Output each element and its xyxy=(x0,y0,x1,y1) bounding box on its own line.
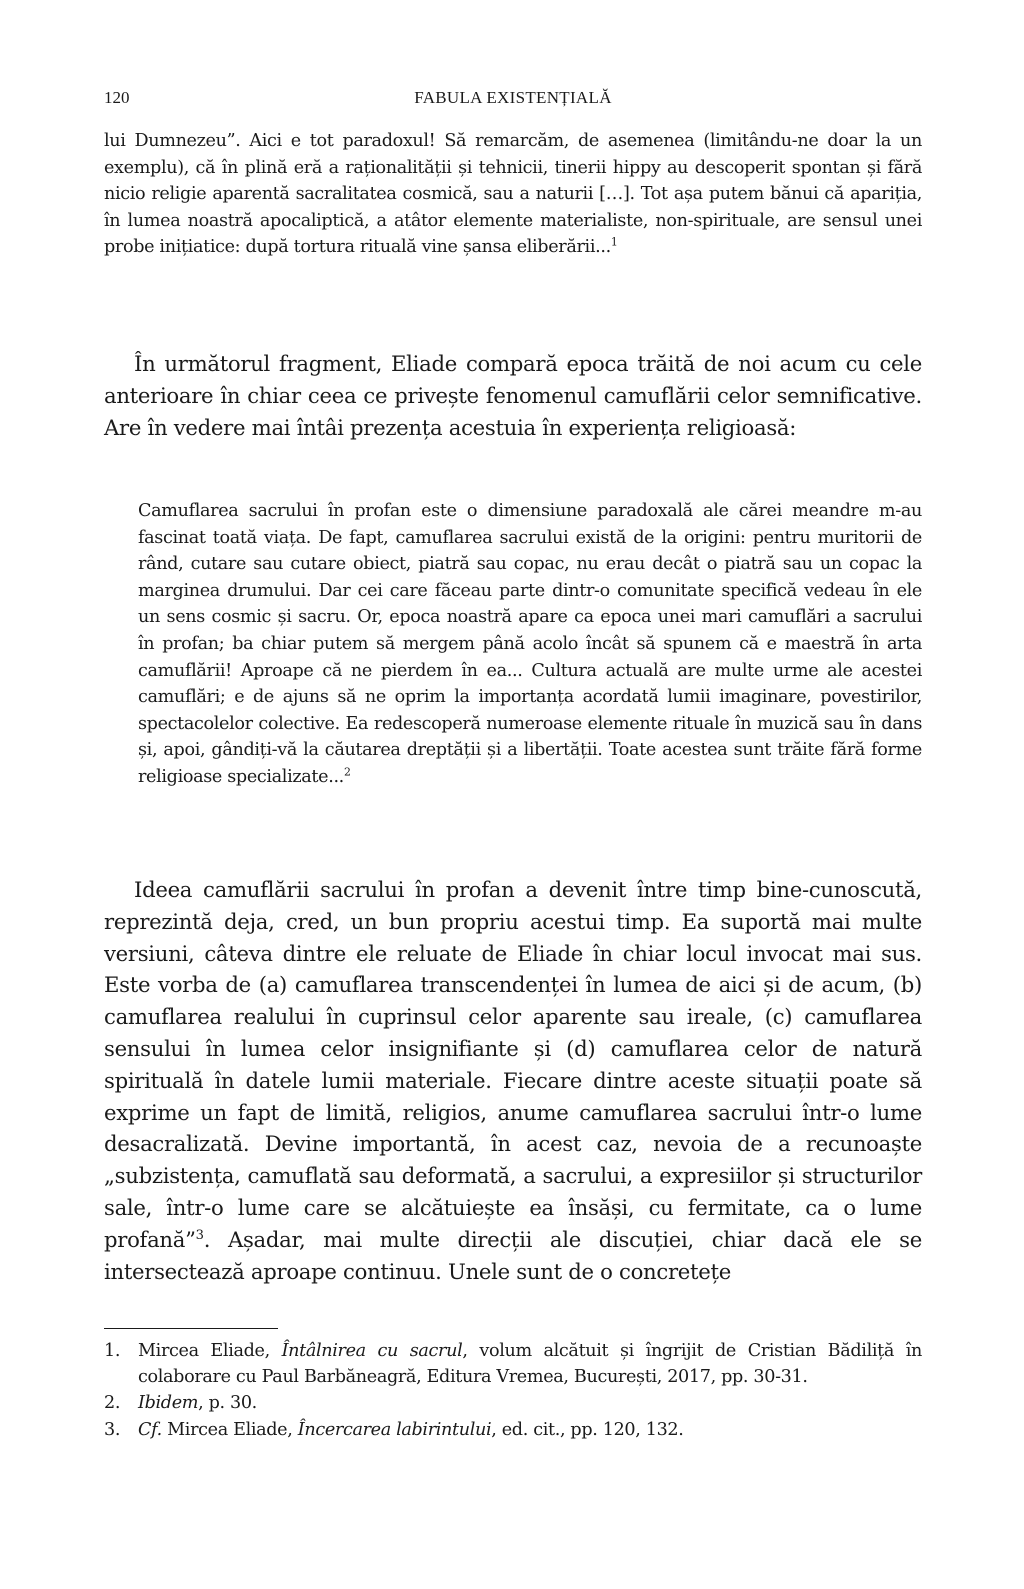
paragraph-1-text: În următorul fragment, Eliade compară epoca trăită de noi acum cu cele anterioare în chiar ceea ce privește fenomenul camuflării celor semnificative. Are în vedere mai întâi prezența acestuia în experiența religioasă: xyxy=(104,351,922,440)
footnote-number: 2. xyxy=(104,1393,121,1414)
footnote-title: Ibidem xyxy=(138,1393,199,1414)
footnote-ref-2[interactable]: 2 xyxy=(343,765,351,779)
footnote-suffix: , p. 30. xyxy=(198,1393,257,1414)
footnote-1 xyxy=(104,1338,922,1390)
block-quote xyxy=(138,498,922,791)
footnote-suffix: , volum alcătuit și îngrijit de Cristian Bădiliță în colaborare cu Paul Barbăneagră, Editura Vremea, București, 2017, pp. 30-31. xyxy=(138,1341,922,1388)
footnote-text xyxy=(138,1338,922,1390)
footnotes xyxy=(104,1338,922,1443)
footnote-cf: Cf. xyxy=(138,1419,162,1440)
footnote-number: 3. xyxy=(104,1419,121,1440)
paragraph-2-continuation: . Așadar, mai multe direcții ale discuției, chiar dacă ele se intersectează aproape continuu. Unele sunt de o concretețe xyxy=(104,1226,922,1284)
quote-continuation xyxy=(104,128,922,261)
footnote-prefix: Mircea Eliade, xyxy=(161,1419,298,1440)
quote-continuation-body: lui Dumnezeu”. Aici e tot paradoxul! Să remarcăm, de asemenea (limitându-ne doar la un exemplu), că în plină eră a raționalității și tehnicii, tinerii hippy au descoperit spontan și fără nicio religie aparentă sacralitatea cosmică, sau a naturii […]. Tot așa putem bănui că apariția, în lumea noastră apocaliptică, a atâtor elemente materialiste, non-spirituale, are sensul unei probe inițiatice: după tortura rituală vine șansa eliberării... xyxy=(104,131,922,258)
footnote-3 xyxy=(104,1417,922,1443)
footnote-divider xyxy=(104,1328,278,1329)
footnote-text xyxy=(138,1417,922,1443)
footnote-number: 1. xyxy=(104,1341,121,1361)
footnote-ref-3[interactable]: 3 xyxy=(195,1227,204,1243)
footnote-2 xyxy=(104,1390,922,1416)
block-quote-body: Camuflarea sacrului în profan este o dimensiune paradoxală ale cărei meandre m-au fascinat toată viața. De fapt, camuflarea sacrului există de la origini: pentru muritorii de rând, cutare sau cutare obiect, piatră sau copac, nu erau decât o piatră sau un copac la marginea drumului. Dar cei care făceau parte dintr-o comunitate specifică vedeau în ele un sens cosmic și sacru. Or, epoca noastră apare ca epoca unei mari camuflări a sacrului în profan; ba chiar putem să mergem până acolo încât să spunem că e maestră în arta camuflării! Aproape că ne pierdem în ea... Cultura actuală are multe urme ale acestei camuflări; e de ajuns să ne oprim la importanța acordată lumii imaginare, povestirilor, spectacolelor colective. Ea redescoperă numeroase elemente rituale în muzică sau în dans și, apoi, gândiți-vă la căutarea dreptății și a libertății. Toate acestea sunt trăite fără forme religioase specializate... xyxy=(138,501,922,787)
quote-continuation-text xyxy=(104,128,922,261)
running-head xyxy=(104,88,922,112)
paragraph-2-text xyxy=(104,874,922,1287)
footnote-suffix: , ed. cit., pp. 120, 132. xyxy=(491,1419,684,1440)
paragraph-1 xyxy=(104,348,922,443)
footnote-title: Întâlnirea cu sacrul xyxy=(281,1341,463,1361)
footnote-prefix: Mircea Eliade, xyxy=(138,1341,282,1361)
block-quote-text xyxy=(138,498,922,791)
footnote-title: Încercarea labirintului xyxy=(297,1419,492,1440)
page-number: 120 xyxy=(104,88,130,107)
footnote-ref-1[interactable]: 1 xyxy=(610,235,618,249)
running-title: FABULA EXISTENȚIALĂ xyxy=(414,88,612,107)
paragraph-2-body: Ideea camuflării sacrului în profan a devenit între timp bine-cunoscută, reprezintă deja, cred, un bun propriu acestui timp. Ea suportă mai multe versiuni, câteva dintre ele reluate de Eliade în chiar locul invocat mai sus. Este vorba de (a) camuflarea transcendenței în lumea de aici și de acum, (b) camuflarea realului în cuprinsul celor aparente sau ireale, (c) camuflarea sensului în lumea celor insignifiante și (d) camuflarea celor de natură spirituală în datele lumii materiale. Fiecare dintre aceste situații poate să exprime un fapt de limită, religios, anume camuflarea sacrului într-o lume desacralizată. Devine importantă, în acest caz, nevoia de a recunoaște „subzistența, camuflată sau deformată, a sacrului, a expresiilor și structurilor sale, într-o lume care se alcătuiește ea însăși, cu fermitate, ca o lume profană” xyxy=(104,877,922,1252)
footnote-text xyxy=(138,1390,922,1416)
paragraph-2 xyxy=(104,874,922,1287)
